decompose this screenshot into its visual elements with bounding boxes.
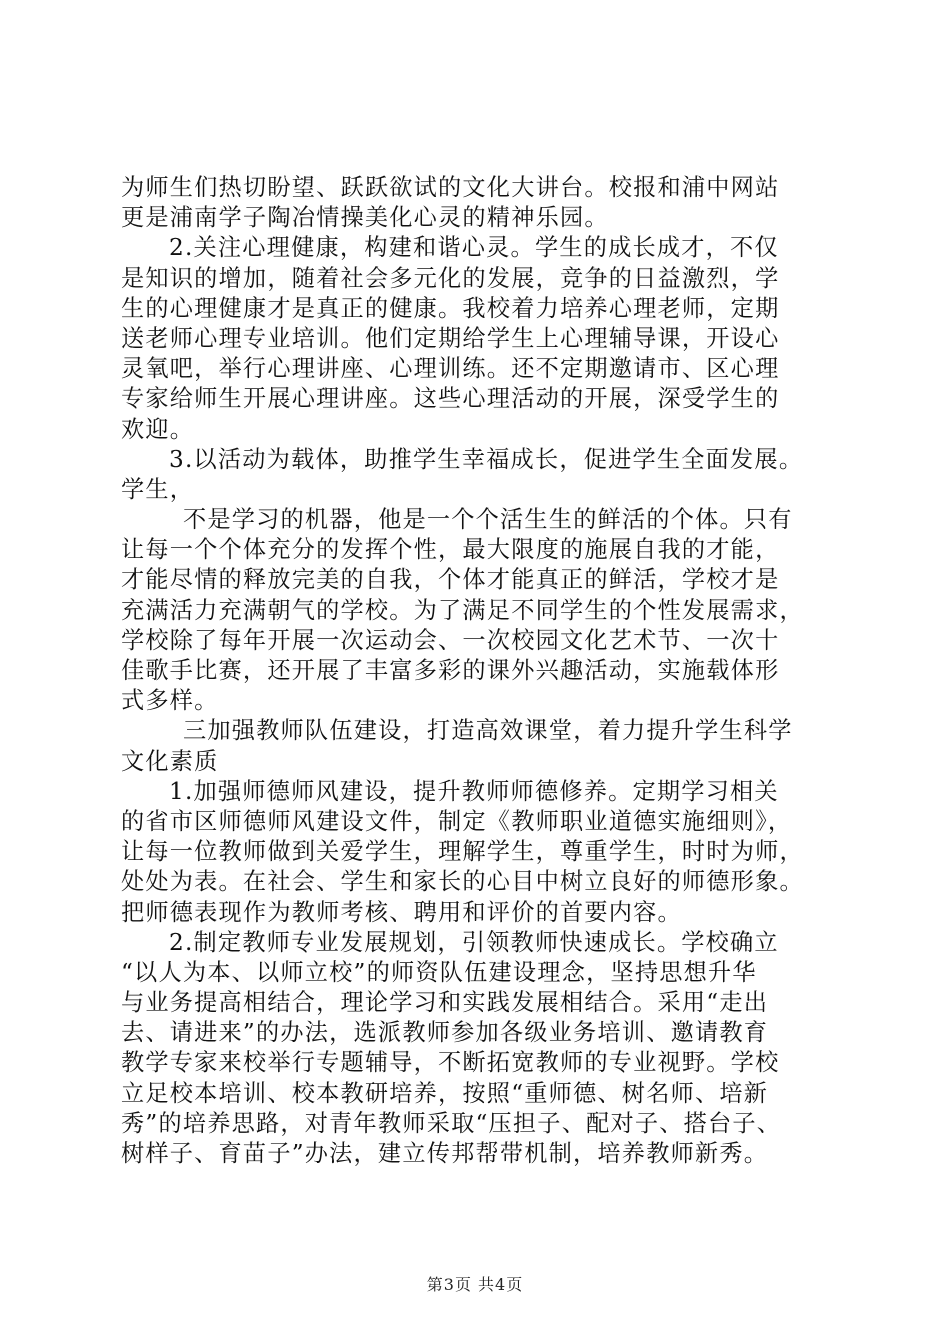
body-text bbox=[121, 173, 836, 1169]
text-line: 不是学习的机器，他是一个个活生生的鲜活的个体。只有 bbox=[183, 506, 793, 534]
page-number-footer: 第3页 共4页 bbox=[426, 1275, 524, 1294]
text-line: 教学专家来校举行专题辅导，不断拓宽教师的专业视野。学校 bbox=[121, 1049, 780, 1077]
text-line: 处处为表。在社会、学生和家长的心目中树立良好的师德形象。 bbox=[121, 868, 804, 896]
text-line: 1.加强师德师风建设，提升教师师德修养。定期学习相关 bbox=[169, 777, 779, 805]
text-line: 让每一位教师做到关爱学生，理解学生，尊重学生，时时为师， bbox=[121, 838, 804, 866]
text-line: 去、请进来”的办法，选派教师参加各级业务培训、邀请教育 bbox=[121, 1019, 769, 1047]
text-line: 更是浦南学子陶冶情操美化心灵的精神乐园。 bbox=[121, 204, 609, 232]
text-line: 专家给师生开展心理讲座。这些心理活动的开展，深受学生的 bbox=[121, 385, 780, 413]
section-heading: 三加强教师队伍建设，打造高效课堂，着力提升学生科学 bbox=[183, 717, 793, 745]
text-line: 让每一个个体充分的发挥个性，最大限度的施展自我的才能， bbox=[121, 536, 780, 564]
text-line: 3.以活动为载体，助推学生幸福成长，促进学生全面发展。 bbox=[169, 445, 804, 473]
text-line: 学生， bbox=[121, 475, 195, 503]
text-line: 送老师心理专业培训。他们定期给学生上心理辅导课，开设心 bbox=[121, 324, 780, 352]
text-line: 是知识的增加，随着社会多元化的发展，竞争的日益激烈，学 bbox=[121, 264, 780, 292]
text-line: 与业务提高相结合，理论学习和实践发展相结合。采用“走出 bbox=[121, 989, 769, 1017]
text-line: 佳歌手比赛，还开展了丰富多彩的课外兴趣活动，实施载体形 bbox=[121, 657, 780, 684]
text-line: 生的心理健康才是真正的健康。我校着力培养心理老师，定期 bbox=[121, 294, 780, 322]
text-line: 树样子、育苗子”办法，建立传邦帮带机制，培养教师新秀。 bbox=[121, 1140, 769, 1167]
text-line: 的省市区师德师风建设文件，制定《教师职业道德实施细则》， bbox=[121, 807, 793, 835]
text-line: 学校除了每年开展一次运动会、一次校园文化艺术节、一次十 bbox=[121, 626, 780, 654]
text-line: 欢迎。 bbox=[121, 415, 195, 443]
text-line: 充满活力充满朝气的学校。为了满足不同学生的个性发展需求， bbox=[121, 596, 804, 624]
text-line: 2.关注心理健康，构建和谐心灵。学生的成长成才，不仅 bbox=[169, 234, 779, 262]
text-line: 才能尽情的释放完美的自我，个体才能真正的鲜活，学校才是 bbox=[121, 566, 780, 594]
section-heading: 文化素质 bbox=[121, 747, 219, 775]
text-line: 式多样。 bbox=[121, 687, 219, 715]
text-line: “以人为本、以师立校”的师资队伍建设理念，坚持思想升华 bbox=[121, 958, 757, 986]
text-line: 为师生们热切盼望、跃跃欲试的文化大讲台。校报和浦中网站 bbox=[121, 174, 780, 201]
text-line: 灵氧吧，举行心理讲座、心理训练。还不定期邀请市、区心理 bbox=[121, 355, 780, 383]
text-line: 把师德表现作为教师考核、聘用和评价的首要内容。 bbox=[121, 898, 682, 926]
text-line: 立足校本培训、校本教研培养，按照“重师德、树名师、培新 bbox=[121, 1079, 769, 1107]
text-line: 秀”的培养思路，对青年教师采取“压担子、配对子、搭台子、 bbox=[121, 1109, 782, 1137]
text-line: 2.制定教师专业发展规划，引领教师快速成长。学校确立 bbox=[169, 928, 779, 956]
